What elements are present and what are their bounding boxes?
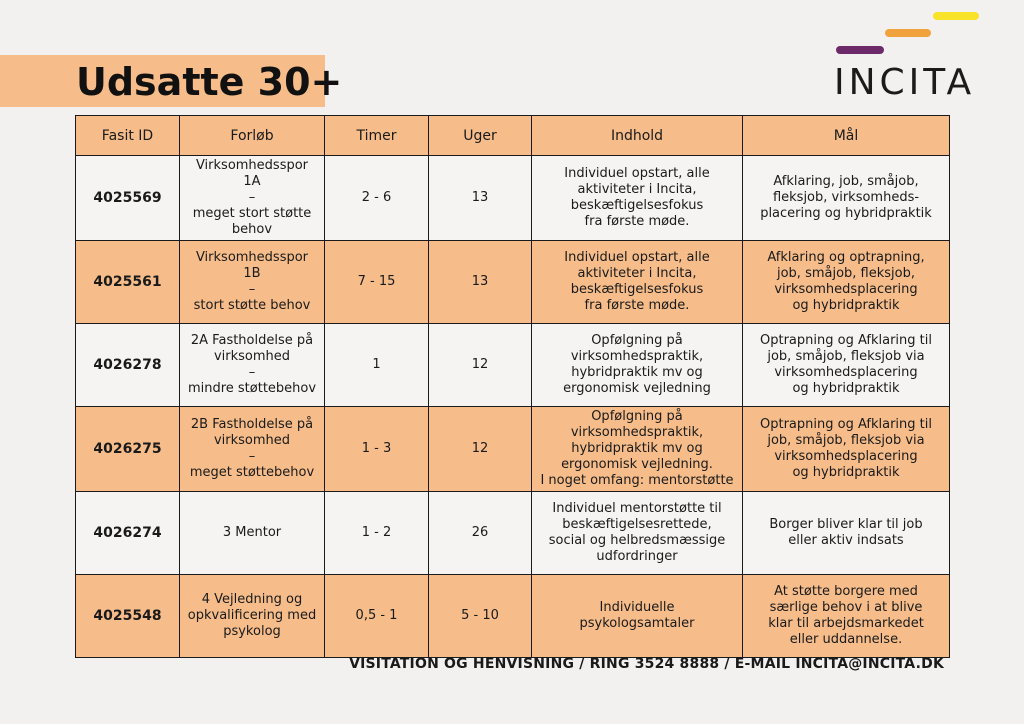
cell-line: fleksjob, virksomheds- xyxy=(772,190,920,205)
cell-uger: 13 xyxy=(429,241,532,324)
cell-line: klar til arbejdsmarkedet xyxy=(768,616,924,631)
cell-line: Opfølgning på xyxy=(591,409,683,424)
cell-line: job, småjob, fleksjob via xyxy=(767,433,925,448)
cell-fasit-id: 4025561 xyxy=(76,241,180,324)
table-row xyxy=(76,492,950,575)
cell-line: virksomhedsplacering xyxy=(774,365,918,380)
cell-line: eller uddannelse. xyxy=(789,632,903,647)
header-timer: Timer xyxy=(325,116,429,156)
cell-line: 2B Fastholdelse på xyxy=(190,417,314,432)
table-row xyxy=(76,575,950,658)
cell-maal xyxy=(743,241,950,324)
logo-bar-purple xyxy=(836,46,884,54)
cell-maal xyxy=(743,575,950,658)
cell-line: Virksomhedsspor xyxy=(195,158,309,173)
cell-line: I noget omfang: mentorstøtte xyxy=(540,473,734,488)
cell-line: aktiviteter i Incita, xyxy=(577,266,697,281)
cell-line: placering og hybridpraktik xyxy=(760,206,932,221)
cell-maal xyxy=(743,407,950,492)
cell-timer: 2 - 6 xyxy=(325,156,429,241)
cell-timer: 1 - 3 xyxy=(325,407,429,492)
cell-line: og hybridpraktik xyxy=(792,465,900,480)
cell-line: 2A Fastholdelse på xyxy=(190,333,314,348)
cell-fasit-id: 4025569 xyxy=(76,156,180,241)
cell-indhold xyxy=(532,407,743,492)
cell-line: At støtte borgere med xyxy=(774,584,918,599)
cell-line: virksomhedsplacering xyxy=(774,449,918,464)
cell-line: Individuel mentorstøtte til xyxy=(552,501,722,516)
cell-indhold xyxy=(532,156,743,241)
cell-line: aktiviteter i Incita, xyxy=(577,182,697,197)
cell-line: og hybridpraktik xyxy=(792,298,900,313)
cell-line: – xyxy=(248,365,256,380)
cell-line: virksomhedsplacering xyxy=(774,282,918,297)
cell-line: ergonomisk vejledning xyxy=(563,381,711,396)
cell-indhold xyxy=(532,241,743,324)
cell-line: virksomhedspraktik, xyxy=(570,349,704,364)
cell-line: – xyxy=(248,282,256,297)
cell-line: Borger bliver klar til job xyxy=(769,517,923,532)
cell-line: Opfølgning på xyxy=(591,333,683,348)
cell-forlob xyxy=(180,575,325,658)
header-maal: Mål xyxy=(743,116,950,156)
cell-uger: 5 - 10 xyxy=(429,575,532,658)
cell-line: mindre støttebehov xyxy=(187,381,317,396)
cell-line: udfordringer xyxy=(596,549,678,564)
cell-indhold xyxy=(532,324,743,407)
table-header-row xyxy=(76,116,950,156)
logo-wordmark: INCITA xyxy=(834,62,976,103)
cell-indhold xyxy=(532,492,743,575)
cell-line: hybridpraktik mv og xyxy=(571,365,703,380)
cell-timer: 0,5 - 1 xyxy=(325,575,429,658)
cell-line: meget støttebehov xyxy=(189,465,315,480)
cell-forlob xyxy=(180,324,325,407)
cell-line: 1B xyxy=(243,266,261,281)
cell-forlob xyxy=(180,492,325,575)
cell-line: Afklaring og optrapning, xyxy=(767,250,925,265)
cell-line: og hybridpraktik xyxy=(792,381,900,396)
page-title: Udsatte 30+ xyxy=(76,60,343,104)
cell-line: job, småjob, fleksjob, xyxy=(776,266,915,281)
cell-line: social og helbredsmæssige xyxy=(548,533,726,548)
cell-line: særlige behov i at blive xyxy=(769,600,923,615)
program-table xyxy=(75,115,950,658)
cell-line: Optrapning og Afklaring til xyxy=(760,333,932,348)
cell-line: Optrapning og Afklaring til xyxy=(760,417,932,432)
cell-line: beskæftigelsesfokus xyxy=(570,282,704,297)
cell-line: Individuel opstart, alle xyxy=(564,250,710,265)
cell-line: Virksomhedsspor xyxy=(195,250,309,265)
header-uger: Uger xyxy=(429,116,532,156)
cell-line: Individuelle xyxy=(599,600,675,615)
cell-line: psykologsamtaler xyxy=(579,616,695,631)
cell-timer: 7 - 15 xyxy=(325,241,429,324)
cell-maal xyxy=(743,156,950,241)
cell-line: meget stort støtte xyxy=(192,206,312,221)
cell-forlob xyxy=(180,241,325,324)
cell-line: virksomhed xyxy=(213,349,291,364)
logo-bar-yellow xyxy=(933,12,979,20)
cell-forlob xyxy=(180,407,325,492)
cell-line: ergonomisk vejledning. xyxy=(561,457,713,472)
cell-line: opkvalificering med xyxy=(187,608,317,623)
cell-maal xyxy=(743,492,950,575)
cell-line: 1A xyxy=(243,174,261,189)
cell-line: 3 Mentor xyxy=(222,525,282,540)
cell-uger: 26 xyxy=(429,492,532,575)
cell-line: stort støtte behov xyxy=(193,298,311,313)
cell-timer: 1 xyxy=(325,324,429,407)
header-forlob: Forløb xyxy=(180,116,325,156)
cell-line: 4 Vejledning og xyxy=(201,592,303,607)
cell-line: – xyxy=(248,190,256,205)
cell-uger: 12 xyxy=(429,324,532,407)
contact-footer: VISITATION OG HENVISNING / RING 3524 8888 / E-MAIL INCITA@INCITA.DK xyxy=(349,656,944,672)
table-row xyxy=(76,241,950,324)
cell-line: beskæftigelsesfokus xyxy=(570,198,704,213)
cell-line: Afklaring, job, småjob, xyxy=(773,174,919,189)
header-indhold: Indhold xyxy=(532,116,743,156)
incita-logo xyxy=(834,10,984,102)
cell-uger: 13 xyxy=(429,156,532,241)
header-fasit-id: Fasit ID xyxy=(76,116,180,156)
cell-fasit-id: 4026278 xyxy=(76,324,180,407)
cell-uger: 12 xyxy=(429,407,532,492)
table-row xyxy=(76,407,950,492)
cell-indhold xyxy=(532,575,743,658)
cell-line: behov xyxy=(231,222,273,237)
cell-line: fra første møde. xyxy=(584,214,690,229)
cell-line: virksomhed xyxy=(213,433,291,448)
cell-line: eller aktiv indsats xyxy=(788,533,904,548)
cell-line: virksomhedspraktik, xyxy=(570,425,704,440)
table-row xyxy=(76,324,950,407)
cell-fasit-id: 4026274 xyxy=(76,492,180,575)
cell-line: fra første møde. xyxy=(584,298,690,313)
cell-forlob xyxy=(180,156,325,241)
cell-fasit-id: 4026275 xyxy=(76,407,180,492)
cell-line: job, småjob, fleksjob via xyxy=(767,349,925,364)
cell-fasit-id: 4025548 xyxy=(76,575,180,658)
cell-line: – xyxy=(248,449,256,464)
cell-line: beskæftigelsesrettede, xyxy=(562,517,712,532)
cell-maal xyxy=(743,324,950,407)
cell-line: Individuel opstart, alle xyxy=(564,166,710,181)
logo-bar-orange xyxy=(885,29,931,37)
cell-line: hybridpraktik mv og xyxy=(571,441,703,456)
cell-line: psykolog xyxy=(223,624,281,639)
cell-timer: 1 - 2 xyxy=(325,492,429,575)
table-row xyxy=(76,156,950,241)
